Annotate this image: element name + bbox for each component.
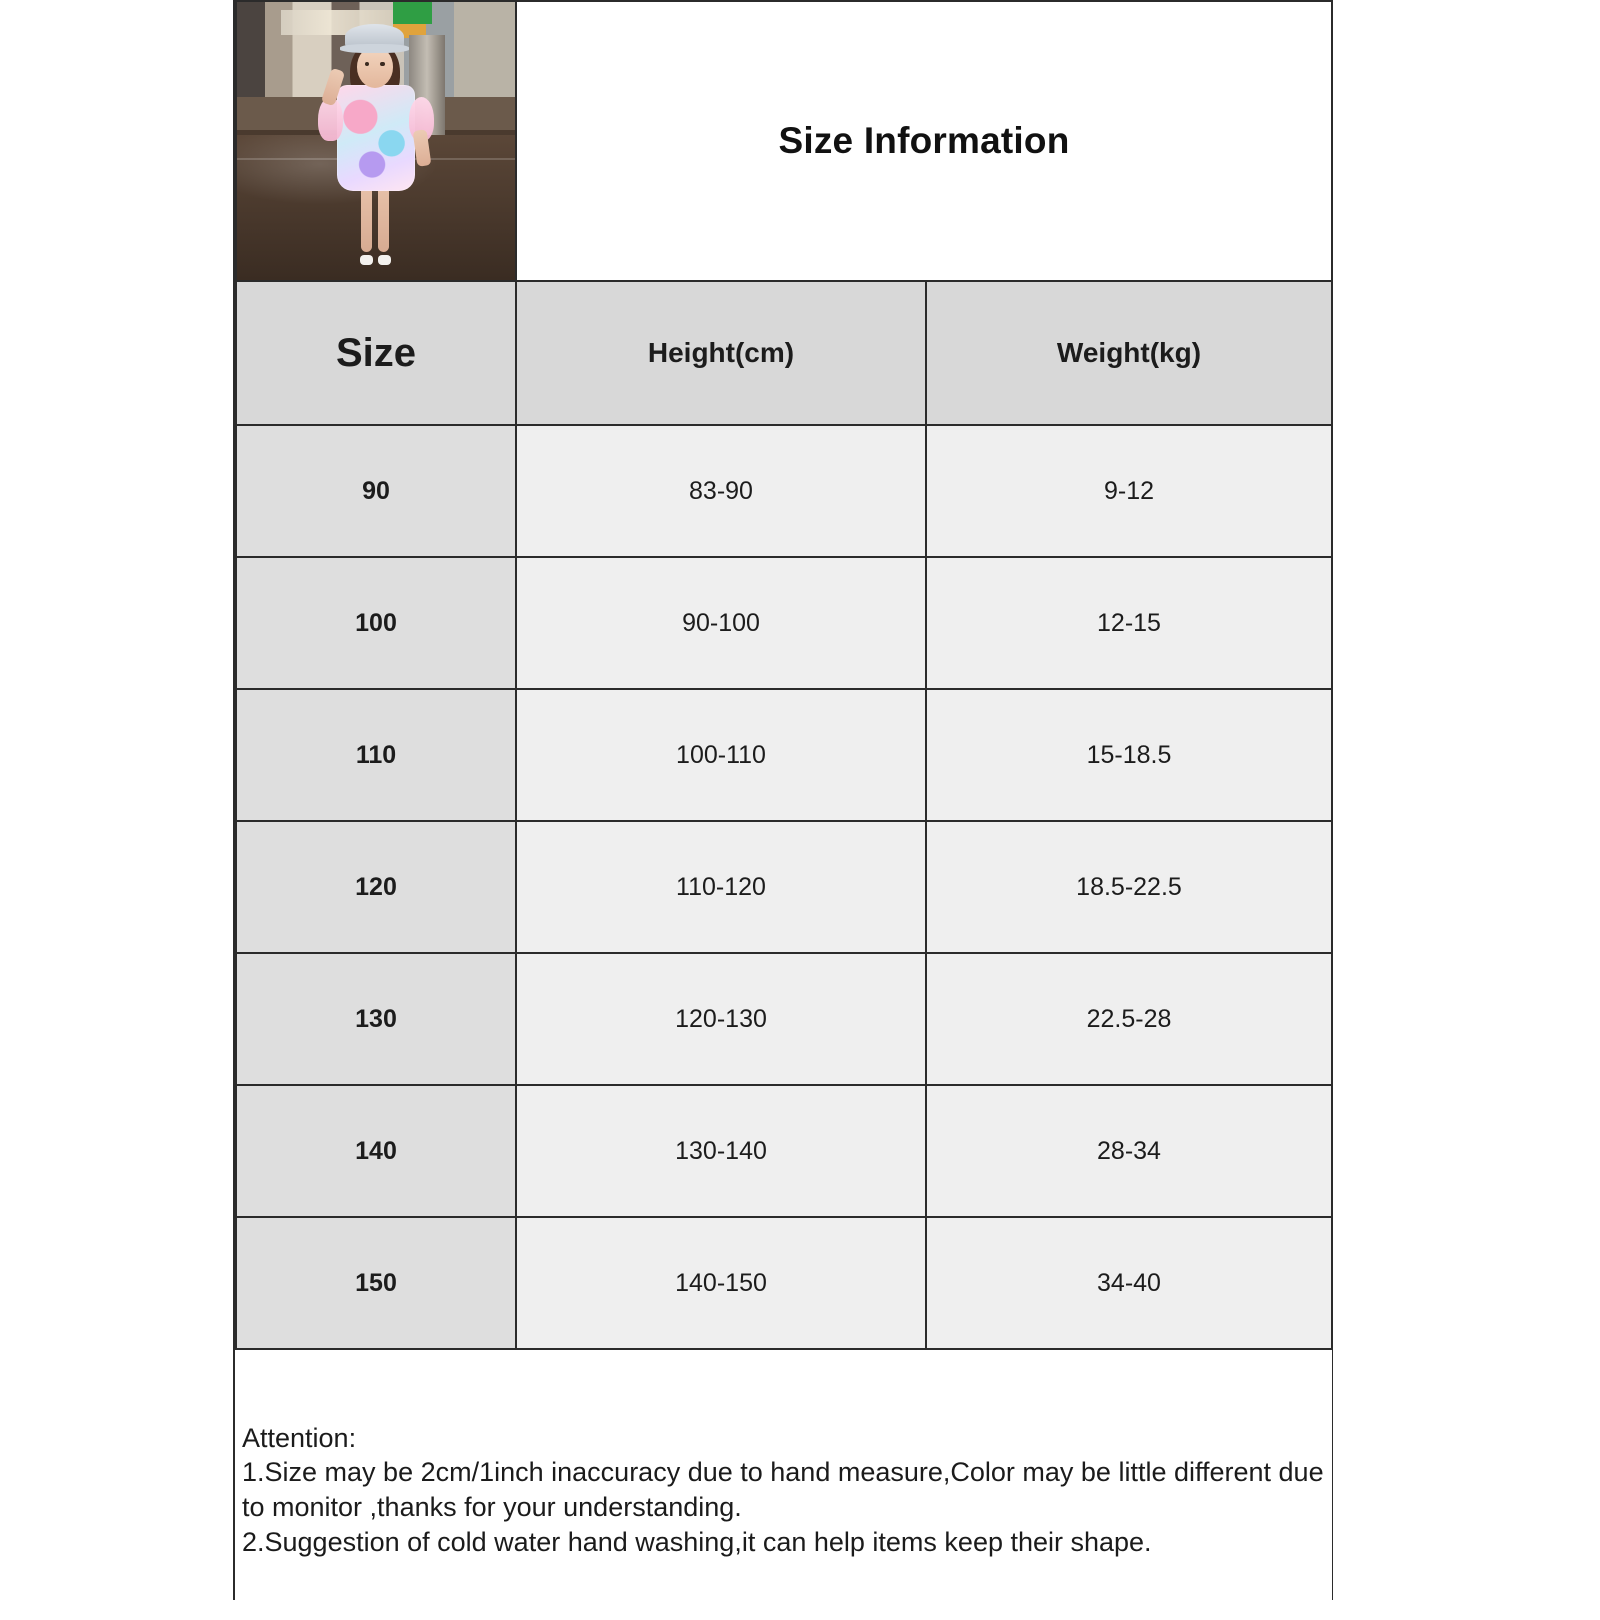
- attention-row: [236, 1349, 1332, 1620]
- table-row: [236, 425, 1332, 557]
- table-row: [236, 689, 1332, 821]
- cell-height: 83-90: [516, 425, 926, 557]
- photo-shoe-right: [378, 255, 391, 265]
- photo-printed-dress: [337, 85, 415, 191]
- cell-height: 90-100: [516, 557, 926, 689]
- photo-model-legs: [357, 180, 396, 263]
- column-header-weight: Weight(kg): [926, 281, 1332, 425]
- cell-height: 130-140: [516, 1085, 926, 1217]
- cell-weight: 22.5-28: [926, 953, 1332, 1085]
- attention-heading: Attention:: [242, 1422, 357, 1453]
- cell-size: 150: [236, 1217, 516, 1349]
- cell-size: 90: [236, 425, 516, 557]
- column-header-size: Size: [236, 281, 516, 425]
- cell-height: 100-110: [516, 689, 926, 821]
- cell-size: 120: [236, 821, 516, 953]
- cell-size: 100: [236, 557, 516, 689]
- size-information-table: [235, 0, 1333, 1620]
- size-chart-panel: [233, 0, 1333, 1600]
- table-row: [236, 1085, 1332, 1217]
- cell-height: 110-120: [516, 821, 926, 953]
- product-photo: [237, 2, 515, 280]
- table-row: [236, 953, 1332, 1085]
- cell-height: 140-150: [516, 1217, 926, 1349]
- photo-cap-brim: [340, 44, 410, 53]
- cell-weight: 34-40: [926, 1217, 1332, 1349]
- photo-model-head: [357, 46, 393, 88]
- cell-size: 110: [236, 689, 516, 821]
- table-title-row: [236, 1, 1332, 281]
- attention-notes: [236, 1349, 1332, 1620]
- attention-line-2: 2.Suggestion of cold water hand washing,it can help items keep their shape.: [242, 1526, 1152, 1557]
- page-title-cell: [516, 1, 1332, 281]
- table-header-row: [236, 281, 1332, 425]
- table-row: [236, 557, 1332, 689]
- photo-eye-right: [380, 62, 384, 66]
- cell-height: 120-130: [516, 953, 926, 1085]
- photo-green-sign: [393, 2, 432, 24]
- cell-weight: 9-12: [926, 425, 1332, 557]
- table-row: [236, 821, 1332, 953]
- cell-weight: 18.5-22.5: [926, 821, 1332, 953]
- cell-weight: 15-18.5: [926, 689, 1332, 821]
- photo-shoe-left: [360, 255, 373, 265]
- column-header-height: Height(cm): [516, 281, 926, 425]
- table-row: [236, 1217, 1332, 1349]
- cell-weight: 12-15: [926, 557, 1332, 689]
- cell-size: 140: [236, 1085, 516, 1217]
- product-photo-cell: [236, 1, 516, 281]
- cell-size: 130: [236, 953, 516, 1085]
- page-title: Size Information: [778, 120, 1070, 161]
- attention-line-1: 1.Size may be 2cm/1inch inaccuracy due to hand measure,Color may be little different due to monitor ,thanks for your understanding.: [242, 1457, 1332, 1522]
- cell-weight: 28-34: [926, 1085, 1332, 1217]
